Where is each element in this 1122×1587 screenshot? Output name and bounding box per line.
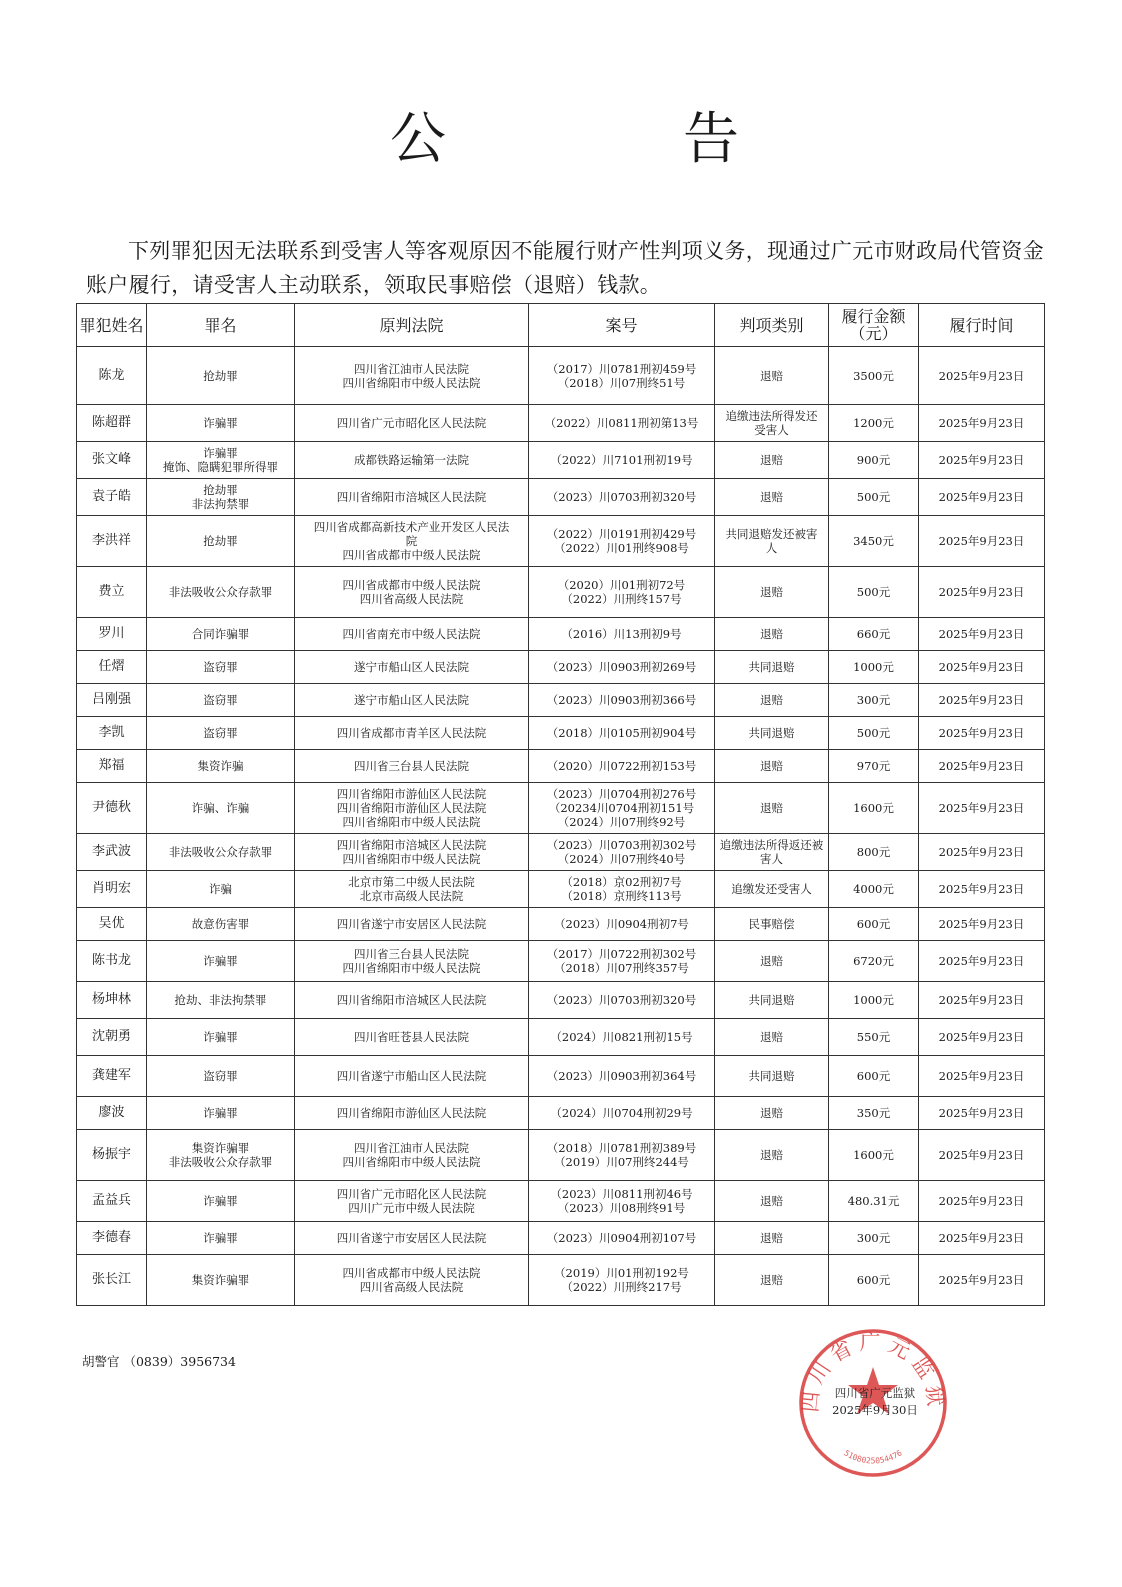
table-cell: 550元 — [829, 1019, 919, 1056]
table-cell: 退赔 — [715, 1130, 829, 1181]
table-cell: 杨振宇 — [77, 1130, 147, 1181]
table-cell: 陈龙 — [77, 347, 147, 405]
table-cell: （2016）川13刑初9号 — [529, 618, 715, 651]
table-cell: （2022）川7101刑初19号 — [529, 442, 715, 479]
table-cell: 四川省广元市昭化区人民法院 — [295, 405, 529, 442]
table-cell: 共同退赔 — [715, 651, 829, 684]
table-cell: 抢劫罪 非法拘禁罪 — [147, 479, 295, 516]
table-cell: 北京市第二中级人民法院 北京市高级人民法院 — [295, 871, 529, 908]
table-row — [77, 982, 1045, 1019]
table-cell: 970元 — [829, 750, 919, 783]
signature-date: 2025年9月30日 — [832, 1403, 918, 1417]
table-cell: 500元 — [829, 567, 919, 618]
table-row — [77, 1097, 1045, 1130]
table-row — [77, 908, 1045, 941]
column-header: 原判法院 — [295, 304, 529, 347]
table-cell: 350元 — [829, 1097, 919, 1130]
table-cell: 追缴发还受害人 — [715, 871, 829, 908]
table-cell: 李洪祥 — [77, 516, 147, 567]
table-cell: （2023）川0704刑初276号 （20234川0704刑初151号 （2024）川07刑终92号 — [529, 783, 715, 834]
table-cell: 诈骗罪 — [147, 1019, 295, 1056]
table-cell: 退赔 — [715, 684, 829, 717]
table-cell: 故意伤害罪 — [147, 908, 295, 941]
table-cell: （2022）川0811刑初第13号 — [529, 405, 715, 442]
table-cell: 900元 — [829, 442, 919, 479]
seal-ring-text: 四川省广元监狱 — [798, 1330, 948, 1414]
column-header: 案号 — [529, 304, 715, 347]
table-cell: 袁子皓 — [77, 479, 147, 516]
title-char-2: 告 — [683, 107, 739, 172]
table-cell: 罗川 — [77, 618, 147, 651]
table-cell: 1200元 — [829, 405, 919, 442]
table-cell: 沈朝勇 — [77, 1019, 147, 1056]
table-cell: 2025年9月23日 — [919, 1056, 1045, 1097]
table-cell: 盗窃罪 — [147, 717, 295, 750]
table-cell: 四川省广元市昭化区人民法院 四川广元市中级人民法院 — [295, 1181, 529, 1222]
table-cell: 廖波 — [77, 1097, 147, 1130]
contact-info: 胡警官 （0839）3956734 — [82, 1354, 236, 1369]
table-cell: 抢劫、非法拘禁罪 — [147, 982, 295, 1019]
table-cell: 肖明宏 — [77, 871, 147, 908]
column-header: 履行金额 （元） — [829, 304, 919, 347]
table-cell: 退赔 — [715, 1181, 829, 1222]
table-cell: （2023）川0703刑初302号 （2024）川07刑终40号 — [529, 834, 715, 871]
table-cell: 500元 — [829, 717, 919, 750]
table-cell: 2025年9月23日 — [919, 1097, 1045, 1130]
criminal-table — [76, 303, 1045, 1306]
title-char-1: 公 — [390, 107, 446, 172]
table-cell: 退赔 — [715, 479, 829, 516]
table-cell: 诈骗罪 — [147, 405, 295, 442]
table-cell: 李武波 — [77, 834, 147, 871]
table-cell: 诈骗罪 — [147, 1181, 295, 1222]
table-cell: 盗窃罪 — [147, 684, 295, 717]
table-cell: 四川省成都市青羊区人民法院 — [295, 717, 529, 750]
table-cell: 诈骗罪 — [147, 1222, 295, 1255]
table-cell: 抢劫罪 — [147, 347, 295, 405]
table-cell: 2025年9月23日 — [919, 1222, 1045, 1255]
table-cell: （2017）川0781刑初459号 （2018）川07刑终51号 — [529, 347, 715, 405]
table-cell: 2025年9月23日 — [919, 516, 1045, 567]
table-cell: 遂宁市船山区人民法院 — [295, 684, 529, 717]
table-cell: （2018）京02刑初7号 （2018）京刑终113号 — [529, 871, 715, 908]
table-cell: 合同诈骗罪 — [147, 618, 295, 651]
table-cell: 退赔 — [715, 442, 829, 479]
table-cell: 退赔 — [715, 1097, 829, 1130]
column-header: 履行时间 — [919, 304, 1045, 347]
table-row — [77, 871, 1045, 908]
table-cell: 3450元 — [829, 516, 919, 567]
table-cell: 四川省绵阳市涪城区人民法院 — [295, 479, 529, 516]
seal-serial: 5108025054476 — [842, 1448, 904, 1466]
table-cell: （2023）川0904刑初7号 — [529, 908, 715, 941]
table-cell: 2025年9月23日 — [919, 1130, 1045, 1181]
table-row — [77, 618, 1045, 651]
table-cell: 四川省三台县人民法院 四川省绵阳市中级人民法院 — [295, 941, 529, 982]
table-cell: 2025年9月23日 — [919, 750, 1045, 783]
table-cell: 退赔 — [715, 941, 829, 982]
table-cell: 李凯 — [77, 717, 147, 750]
table-cell: 退赔 — [715, 783, 829, 834]
table-cell: 1600元 — [829, 783, 919, 834]
table-cell: 诈骗、诈骗 — [147, 783, 295, 834]
table-cell: 2025年9月23日 — [919, 717, 1045, 750]
table-cell: 四川省遂宁市安居区人民法院 — [295, 908, 529, 941]
table-cell: 陈超群 — [77, 405, 147, 442]
table-header-row — [77, 304, 1045, 347]
table-cell: 2025年9月23日 — [919, 684, 1045, 717]
column-header: 罪名 — [147, 304, 295, 347]
table-cell: 李德春 — [77, 1222, 147, 1255]
table-cell: 诈骗罪 — [147, 1097, 295, 1130]
table-cell: 600元 — [829, 908, 919, 941]
table-cell: 3500元 — [829, 347, 919, 405]
table-cell: （2017）川0722刑初302号 （2018）川07刑终357号 — [529, 941, 715, 982]
table-cell: （2023）川0903刑初269号 — [529, 651, 715, 684]
table-cell: 费立 — [77, 567, 147, 618]
table-cell: 任熠 — [77, 651, 147, 684]
table-row — [77, 405, 1045, 442]
table-cell: 退赔 — [715, 618, 829, 651]
table-cell: 四川省绵阳市游仙区人民法院 四川省绵阳市游仙区人民法院 四川省绵阳市中级人民法院 — [295, 783, 529, 834]
table-row — [77, 1222, 1045, 1255]
table-row — [77, 684, 1045, 717]
table-cell: 2025年9月23日 — [919, 567, 1045, 618]
table-cell: 2025年9月23日 — [919, 941, 1045, 982]
table-cell: （2023）川0903刑初364号 — [529, 1056, 715, 1097]
table-cell: 2025年9月23日 — [919, 982, 1045, 1019]
table-cell: （2024）川0821刑初15号 — [529, 1019, 715, 1056]
table-cell: 四川省成都市中级人民法院 四川省高级人民法院 — [295, 567, 529, 618]
table-cell: 退赔 — [715, 1255, 829, 1306]
table-cell: 遂宁市船山区人民法院 — [295, 651, 529, 684]
table-cell: （2018）川0781刑初389号 （2019）川07刑终244号 — [529, 1130, 715, 1181]
table-cell: 4000元 — [829, 871, 919, 908]
table-cell: 300元 — [829, 684, 919, 717]
table-cell: 陈书龙 — [77, 941, 147, 982]
table-cell: 1600元 — [829, 1130, 919, 1181]
table-cell: 吕刚强 — [77, 684, 147, 717]
table-row — [77, 941, 1045, 982]
table-cell: 2025年9月23日 — [919, 908, 1045, 941]
table-row — [77, 651, 1045, 684]
table-cell: 诈骗罪 掩饰、隐瞒犯罪所得罪 — [147, 442, 295, 479]
table-cell: 800元 — [829, 834, 919, 871]
table-cell: 盗窃罪 — [147, 1056, 295, 1097]
table-cell: 张长江 — [77, 1255, 147, 1306]
table-cell: 孟益兵 — [77, 1181, 147, 1222]
table-cell: 退赔 — [715, 1222, 829, 1255]
table-cell: 2025年9月23日 — [919, 1181, 1045, 1222]
table-cell: 660元 — [829, 618, 919, 651]
table-cell: 退赔 — [715, 750, 829, 783]
table-row — [77, 834, 1045, 871]
table-cell: 杨坤林 — [77, 982, 147, 1019]
table-cell: 集资诈骗罪 非法吸收公众存款罪 — [147, 1130, 295, 1181]
table-cell: 2025年9月23日 — [919, 1019, 1045, 1056]
table-cell: 600元 — [829, 1056, 919, 1097]
table-row — [77, 1056, 1045, 1097]
table-cell: 退赔 — [715, 1019, 829, 1056]
table-cell: 非法吸收公众存款罪 — [147, 567, 295, 618]
column-header: 判项类别 — [715, 304, 829, 347]
table-cell: 2025年9月23日 — [919, 834, 1045, 871]
table-cell: 龚建军 — [77, 1056, 147, 1097]
table-cell: 2025年9月23日 — [919, 347, 1045, 405]
table-row — [77, 1255, 1045, 1306]
table-row — [77, 750, 1045, 783]
table-cell: 诈骗 — [147, 871, 295, 908]
table-row — [77, 717, 1045, 750]
table-cell: 四川省绵阳市游仙区人民法院 — [295, 1097, 529, 1130]
table-cell: 集资诈骗 — [147, 750, 295, 783]
table-body — [77, 347, 1045, 1306]
table-cell: （2023）川0903刑初366号 — [529, 684, 715, 717]
table-cell: 抢劫罪 — [147, 516, 295, 567]
table-cell: 退赔 — [715, 567, 829, 618]
table-row — [77, 1130, 1045, 1181]
table-cell: （2022）川0191刑初429号 （2022）川01刑终908号 — [529, 516, 715, 567]
table-row — [77, 442, 1045, 479]
table-cell: 500元 — [829, 479, 919, 516]
table-cell: 四川省南充市中级人民法院 — [295, 618, 529, 651]
table-row — [77, 1019, 1045, 1056]
table-cell: （2019）川01刑初192号 （2022）川刑终217号 — [529, 1255, 715, 1306]
table-cell: 1000元 — [829, 651, 919, 684]
table-cell: 四川省绵阳市涪城区人民法院 — [295, 982, 529, 1019]
signature-org: 四川省广元监狱 — [834, 1386, 916, 1400]
notice-title — [0, 100, 1122, 180]
table-cell: 四川省遂宁市船山区人民法院 — [295, 1056, 529, 1097]
table-cell: 四川省成都市中级人民法院 四川省高级人民法院 — [295, 1255, 529, 1306]
table-row — [77, 479, 1045, 516]
table-cell: 四川省江油市人民法院 四川省绵阳市中级人民法院 — [295, 347, 529, 405]
table-cell: 2025年9月23日 — [919, 442, 1045, 479]
table-cell: 四川省江油市人民法院 四川省绵阳市中级人民法院 — [295, 1130, 529, 1181]
table-row — [77, 1181, 1045, 1222]
table-cell: 2025年9月23日 — [919, 405, 1045, 442]
table-cell: 四川省三台县人民法院 — [295, 750, 529, 783]
table-cell: 共同退赔 — [715, 717, 829, 750]
table-cell: 盗窃罪 — [147, 651, 295, 684]
table-cell: （2020）川0722刑初153号 — [529, 750, 715, 783]
table-cell: 非法吸收公众存款罪 — [147, 834, 295, 871]
table-cell: 2025年9月23日 — [919, 783, 1045, 834]
table-cell: 2025年9月23日 — [919, 871, 1045, 908]
table-cell: 四川省成都高新技术产业开发区人民法 院 四川省成都市中级人民法院 — [295, 516, 529, 567]
table-cell: （2023）川0703刑初320号 — [529, 982, 715, 1019]
table-cell: 2025年9月23日 — [919, 1255, 1045, 1306]
table-cell: 吴优 — [77, 908, 147, 941]
table-row — [77, 567, 1045, 618]
table-cell: 张文峰 — [77, 442, 147, 479]
table-row — [77, 347, 1045, 405]
table-cell: 四川省绵阳市涪城区人民法院 四川省绵阳市中级人民法院 — [295, 834, 529, 871]
table-cell: （2018）川0105刑初904号 — [529, 717, 715, 750]
table-cell: （2024）川0704刑初29号 — [529, 1097, 715, 1130]
table-cell: 郑福 — [77, 750, 147, 783]
table-cell: 共同退赔 — [715, 1056, 829, 1097]
table-cell: （2020）川01刑初72号 （2022）川刑终157号 — [529, 567, 715, 618]
table-cell: （2023）川0811刑初46号 （2023）川08刑终91号 — [529, 1181, 715, 1222]
table-cell: 6720元 — [829, 941, 919, 982]
table-cell: 退赔 — [715, 347, 829, 405]
table-cell: 600元 — [829, 1255, 919, 1306]
table-row — [77, 516, 1045, 567]
table-row — [77, 783, 1045, 834]
table-cell: 共同退赔发还被害 人 — [715, 516, 829, 567]
table-cell: 民事赔偿 — [715, 908, 829, 941]
table-cell: （2023）川0703刑初320号 — [529, 479, 715, 516]
table-cell: 2025年9月23日 — [919, 479, 1045, 516]
table-cell: 追缴违法所得发还 受害人 — [715, 405, 829, 442]
table-cell: 共同退赔 — [715, 982, 829, 1019]
table-cell: 1000元 — [829, 982, 919, 1019]
column-header: 罪犯姓名 — [77, 304, 147, 347]
table-cell: 2025年9月23日 — [919, 618, 1045, 651]
table-cell: 诈骗罪 — [147, 941, 295, 982]
table-cell: 480.31元 — [829, 1181, 919, 1222]
table-cell: 四川省旺苍县人民法院 — [295, 1019, 529, 1056]
table-cell: 300元 — [829, 1222, 919, 1255]
intro-paragraph: 下列罪犯因无法联系到受害人等客观原因不能履行财产性判项义务，现通过广元市财政局代管资金账户履行，请受害人主动联系，领取民事赔偿（退赔）钱款。 — [86, 239, 1044, 297]
table-cell: 尹德秋 — [77, 783, 147, 834]
table-cell: 四川省遂宁市安居区人民法院 — [295, 1222, 529, 1255]
svg-text:5108025054476 — [842, 1448, 904, 1465]
table-cell: 2025年9月23日 — [919, 651, 1045, 684]
table-cell: （2023）川0904刑初107号 — [529, 1222, 715, 1255]
table-cell: 成都铁路运输第一法院 — [295, 442, 529, 479]
table-cell: 集资诈骗罪 — [147, 1255, 295, 1306]
table-cell: 追缴违法所得返还被 害人 — [715, 834, 829, 871]
